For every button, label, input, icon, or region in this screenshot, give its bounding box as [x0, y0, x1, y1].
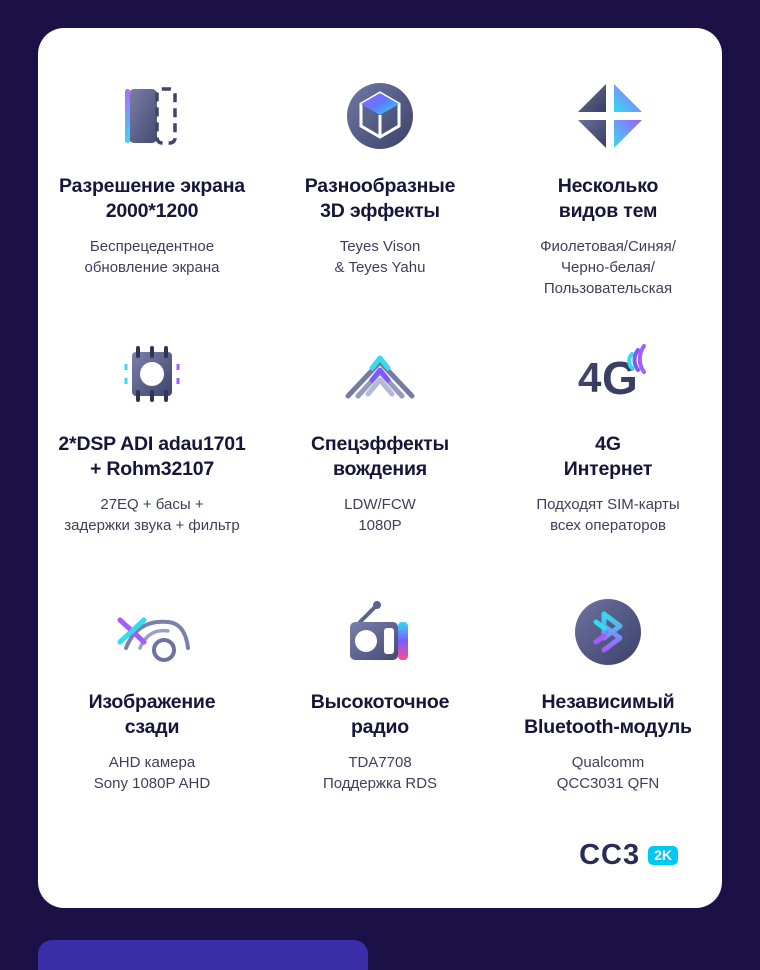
- driving-effects-chevron-icon: [330, 322, 430, 426]
- feature-item-rear-camera: [38, 580, 266, 838]
- svg-text:4: 4: [578, 354, 602, 401]
- bottom-strip: [38, 940, 368, 970]
- product-logo: [579, 839, 678, 872]
- 3d-effects-cube-icon: [340, 64, 420, 168]
- feature-subtitle: LDW/FCW 1080P: [344, 495, 416, 534]
- feature-title: Изображение сзади: [88, 691, 216, 739]
- feature-title: Спецэффекты вождения: [311, 433, 449, 481]
- bluetooth-icon: [568, 580, 648, 684]
- feature-grid: [38, 64, 722, 838]
- feature-subtitle: Беспрецедентное обновление экрана: [84, 237, 220, 276]
- feature-title: Несколько видов тем: [557, 175, 659, 223]
- rear-camera-icon: [100, 580, 204, 684]
- feature-subtitle: Qualcomm QCC3031 QFN: [556, 753, 660, 792]
- logo-name: CC3: [579, 839, 641, 871]
- feature-item-screen-resolution: [38, 64, 266, 322]
- feature-title: Разнообразные 3D эффекты: [304, 175, 456, 223]
- dsp-chip-icon: [110, 322, 194, 426]
- feature-subtitle: AHD камера Sony 1080P AHD: [93, 753, 211, 792]
- feature-title: 4G Интернет: [563, 433, 653, 481]
- feature-subtitle: TDA7708 Поддержка RDS: [322, 753, 438, 792]
- feature-subtitle: 27EQ + басы + задержки звука + фильтр: [64, 495, 240, 534]
- feature-item-3d-effects: [266, 64, 494, 322]
- feature-item-bluetooth: [494, 580, 722, 838]
- feature-card: [38, 28, 722, 908]
- radio-icon: [332, 580, 428, 684]
- svg-text:G: G: [602, 352, 638, 404]
- feature-item-4g: [494, 322, 722, 580]
- feature-item-driving-effects: [266, 322, 494, 580]
- feature-title: Независимый Bluetooth-модуль: [524, 691, 692, 739]
- themes-icon: [566, 64, 650, 168]
- feature-subtitle: Подходят SIM-карты всех операторов: [536, 495, 680, 534]
- 4g-internet-icon: [558, 322, 658, 426]
- feature-title: 2*DSP ADI adau1701 + Rohm32107: [58, 433, 246, 481]
- feature-subtitle: Фиолетовая/Синяя/ Черно-белая/ Пользовательская: [540, 237, 676, 298]
- feature-item-dsp: [38, 322, 266, 580]
- screen-resolution-icon: [113, 64, 191, 168]
- feature-title: Высокоточное радио: [310, 691, 450, 739]
- feature-subtitle: Teyes Vison & Teyes Yahu: [334, 237, 426, 276]
- logo-badge: 2K: [648, 846, 678, 865]
- feature-item-themes: [494, 64, 722, 322]
- feature-title: Разрешение экрана 2000*1200: [59, 175, 245, 223]
- feature-item-radio: [266, 580, 494, 838]
